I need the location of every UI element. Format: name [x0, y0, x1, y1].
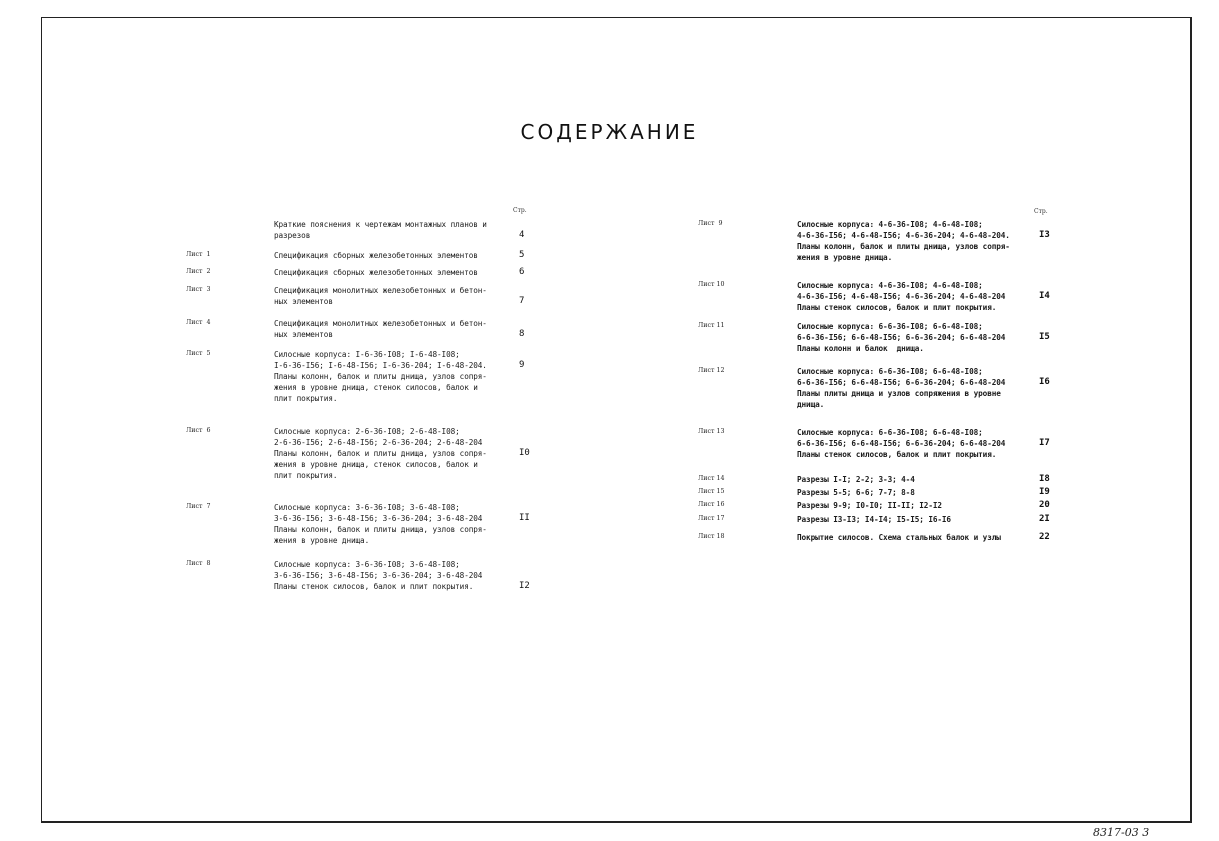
- entry-line: ных элементов: [274, 297, 333, 306]
- entry-description: [797, 532, 1059, 543]
- entry-line: 6-6-36-I56; 6-6-48-I56; 6-6-36-204; 6-6-48-204: [797, 378, 1006, 387]
- sheet-number: Лист 9: [698, 220, 723, 227]
- entry-description: [274, 219, 536, 241]
- page-number: I4: [1039, 291, 1050, 301]
- entry-line: разрезов: [274, 231, 311, 240]
- page-title: СОДЕРЖАНИЕ: [520, 120, 699, 144]
- entry-description: [274, 285, 536, 307]
- entry-line: 3-6-36-I56; 3-6-48-I56; 3-6-36-204; 3-6-48-204: [274, 571, 483, 580]
- page-number: 6: [519, 267, 525, 277]
- entry-line: жения в уровне днища, стенок силосов, балок и: [274, 383, 478, 392]
- entry-line: Силосные корпуса: 4-6-36-I08; 4-6-48-I08;: [797, 220, 983, 229]
- sheet-number: Лист 12: [698, 367, 725, 374]
- page-number: 20: [1039, 500, 1050, 510]
- entry-line: Краткие пояснения к чертежам монтажных планов и: [274, 220, 487, 229]
- entry-line: Планы колонн, балок и плиты днища, узлов сопря-: [797, 242, 1010, 251]
- entry-line: ных элементов: [274, 330, 333, 339]
- sheet-number: Лист 15: [698, 488, 725, 495]
- entry-line: Разрезы I3-I3; I4-I4; I5-I5; I6-I6: [797, 515, 951, 524]
- sheet-number: Лист 16: [698, 501, 725, 508]
- entry-description: [797, 500, 1059, 511]
- page-number: I2: [519, 581, 530, 591]
- page-number: I6: [1039, 377, 1050, 387]
- entry-description: [274, 318, 536, 340]
- entry-line: плит покрытия.: [274, 471, 338, 480]
- page-number: 8: [519, 329, 525, 339]
- sheet-number: Лист 14: [698, 475, 725, 482]
- entry-line: 3-6-36-I56; 3-6-48-I56; 3-6-36-204; 3-6-48-204: [274, 514, 483, 523]
- entry-line: 6-6-36-I56; 6-6-48-I56; 6-6-36-204; 6-6-48-204: [797, 439, 1006, 448]
- entry-line: Спецификация монолитных железобетонных и бетон-: [274, 286, 487, 295]
- entry-line: Планы стенок силосов, балок и плит покрытия.: [274, 582, 474, 591]
- entry-line: Планы колонн и балок днища.: [797, 344, 924, 353]
- page-number: 5: [519, 250, 525, 260]
- page-number: I0: [519, 448, 530, 458]
- entry-line: Планы колонн, балок и плиты днища, узлов сопря-: [274, 525, 487, 534]
- entry-line: 6-6-36-I56; 6-6-48-I56; 6-6-36-204; 6-6-48-204: [797, 333, 1006, 342]
- entry-line: Покрытие силосов. Схема стальных балок и узлы: [797, 533, 1001, 542]
- entry-line: I-6-36-I56; I-6-48-I56; I-6-36-204; I-6-48-204.: [274, 361, 487, 370]
- entry-line: Силосные корпуса: 2-6-36-I08; 2-6-48-I08;: [274, 427, 460, 436]
- entry-line: Разрезы 9-9; I0-I0; II-II; I2-I2: [797, 501, 942, 510]
- entry-description: [274, 267, 536, 278]
- page-number: 22: [1039, 532, 1050, 542]
- entry-description: [797, 280, 1059, 313]
- sheet-number: Лист 7: [186, 503, 211, 510]
- entry-description: [274, 250, 536, 261]
- entry-description: [274, 426, 536, 481]
- entry-description: [797, 366, 1059, 410]
- entry-description: [797, 474, 1059, 485]
- page-number: 9: [519, 360, 525, 370]
- entry-line: Силосные корпуса: 6-6-36-I08; 6-6-48-I08;: [797, 367, 983, 376]
- entry-line: Силосные корпуса: 6-6-36-I08; 6-6-48-I08;: [797, 322, 983, 331]
- entry-description: [797, 487, 1059, 498]
- entry-line: 4-6-36-I56; 4-6-48-I56; 4-6-36-204; 4-6-48-204: [797, 292, 1006, 301]
- entry-line: Силосные корпуса: 6-6-36-I08; 6-6-48-I08;: [797, 428, 983, 437]
- page-number: I5: [1039, 332, 1050, 342]
- entry-line: жения в уровне днища.: [274, 536, 370, 545]
- sheet-number: Лист 6: [186, 427, 211, 434]
- sheet-stamp: 8317-03 3: [1093, 826, 1150, 839]
- sheet-number: Лист 18: [698, 533, 725, 540]
- sheet-number: Лист 5: [186, 350, 211, 357]
- entry-line: Планы стенок силосов, балок и плит покрытия.: [797, 450, 997, 459]
- page-number: I9: [1039, 487, 1050, 497]
- sheet-number: Лист 1: [186, 251, 211, 258]
- page-number: II: [519, 513, 530, 523]
- entry-line: Спецификация сборных железобетонных элементов: [274, 251, 478, 260]
- entry-line: днища.: [797, 400, 825, 409]
- entry-line: плит покрытия.: [274, 394, 338, 403]
- entry-line: жения в уровне днища, стенок силосов, балок и: [274, 460, 478, 469]
- entry-line: Разрезы I-I; 2-2; 3-3; 4-4: [797, 475, 915, 484]
- sheet-number: Лист 13: [698, 428, 725, 435]
- entry-description: [274, 349, 536, 404]
- entry-line: Силосные корпуса: 3-6-36-I08; 3-6-48-I08;: [274, 503, 460, 512]
- entry-line: Планы стенок силосов, балок и плит покрытия.: [797, 303, 997, 312]
- entry-line: Силосные корпуса: 3-6-36-I08; 3-6-48-I08;: [274, 560, 460, 569]
- page-number: 4: [519, 230, 525, 240]
- entry-description: [274, 559, 536, 592]
- page-number: I8: [1039, 474, 1050, 484]
- page-number: 2I: [1039, 514, 1050, 524]
- sheet-number: Лист 17: [698, 515, 725, 522]
- entry-description: [274, 502, 536, 546]
- sheet-number: Лист 2: [186, 268, 211, 275]
- sheet-number: Лист 10: [698, 281, 725, 288]
- entry-line: Планы плиты днища и узлов сопряжения в уровне: [797, 389, 1001, 398]
- page-number: I3: [1039, 230, 1050, 240]
- entry-description: [797, 427, 1059, 460]
- entry-line: Разрезы 5-5; 6-6; 7-7; 8-8: [797, 488, 915, 497]
- entry-line: 4-6-36-I56; 4-6-48-I56; 4-6-36-204; 4-6-48-204.: [797, 231, 1010, 240]
- entry-line: Спецификация сборных железобетонных элементов: [274, 268, 478, 277]
- page-number: 7: [519, 296, 525, 306]
- entry-line: Планы колонн, балок и плиты днища, узлов сопря-: [274, 372, 487, 381]
- page-number: I7: [1039, 438, 1050, 448]
- sheet-number: Лист 8: [186, 560, 211, 567]
- sheet-number: Лист 4: [186, 319, 211, 326]
- entry-line: Силосные корпуса: I-6-36-I08; I-6-48-I08;: [274, 350, 460, 359]
- sheet-number: Лист 3: [186, 286, 211, 293]
- sheet-number: Лист 11: [698, 322, 725, 329]
- entry-line: Силосные корпуса: 4-6-36-I08; 4-6-48-I08;: [797, 281, 983, 290]
- entry-line: жения в уровне днища.: [797, 253, 893, 262]
- entry-line: 2-6-36-I56; 2-6-48-I56; 2-6-36-204; 2-6-48-204: [274, 438, 483, 447]
- entry-description: [797, 219, 1059, 263]
- entry-description: [797, 514, 1059, 525]
- entry-line: Спецификация монолитных железобетонных и бетон-: [274, 319, 487, 328]
- entry-description: [797, 321, 1059, 354]
- page-column-header-left: Стр.: [513, 207, 527, 214]
- entry-line: Планы колонн, балок и плиты днища, узлов сопря-: [274, 449, 487, 458]
- page-column-header-right: Стр.: [1034, 208, 1048, 215]
